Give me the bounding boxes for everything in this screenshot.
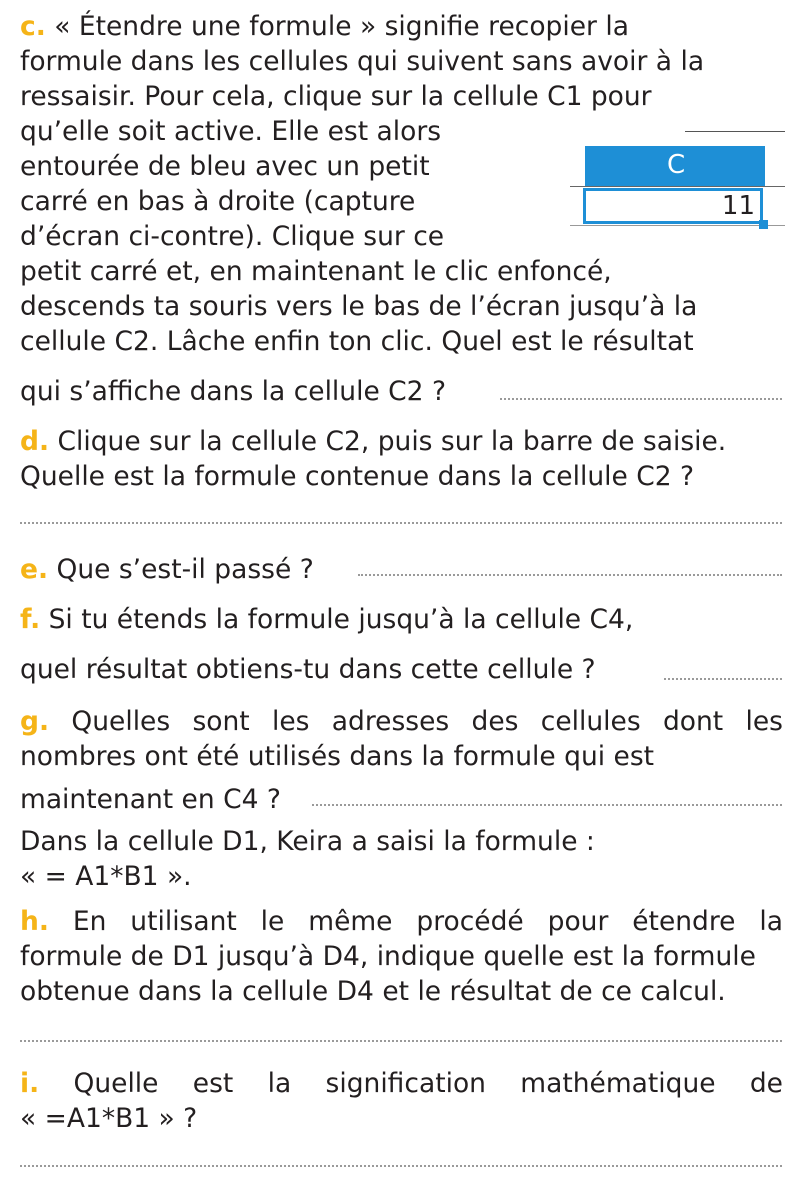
cell-value: 11 <box>721 191 755 221</box>
label-i: i. <box>20 1068 40 1099</box>
label-e: e. <box>20 554 49 585</box>
text-c-line-2: formule dans les cellules qui suivent sans avoir à la <box>20 46 705 77</box>
grid-line <box>570 225 785 226</box>
answer-line-h[interactable] <box>20 1040 782 1042</box>
label-c: c. <box>20 11 46 42</box>
label-d: d. <box>20 426 50 457</box>
text-g-line-2: nombres ont été utilisés dans la formule qui est <box>20 741 655 772</box>
answer-line-i[interactable] <box>20 1165 782 1167</box>
intro-line-2: « = A1*B1 ». <box>20 861 192 892</box>
answer-line-e[interactable] <box>358 574 782 576</box>
label-g: g. <box>20 706 50 737</box>
label-h: h. <box>20 906 49 937</box>
text-h-line-3: obtenue dans la cellule D4 et le résultat de ce calcul. <box>20 976 726 1007</box>
text-c-line-1: « Étendre une formule » signifie recopier la <box>54 11 629 42</box>
text-c-line-4: qu’elle soit active. Elle est alors <box>20 116 442 147</box>
fill-handle <box>759 220 768 229</box>
text-c-line-11: qui s’affiche dans la cellule C2 ? <box>20 376 447 407</box>
text-h-line-1: En utilisant le même procédé pour étendre la <box>72 906 783 937</box>
text-c-line-7: d’écran ci-contre). Clique sur ce <box>20 221 445 252</box>
answer-line-d[interactable] <box>20 522 782 524</box>
active-cell-c1 <box>583 188 763 224</box>
column-header-c <box>585 146 765 186</box>
text-i-line-2: « =A1*B1 » ? <box>20 1103 198 1134</box>
column-header-label: C <box>667 150 686 180</box>
grid-line <box>570 186 785 187</box>
text-c-line-8: petit carré et, en maintenant le clic enfoncé, <box>20 256 612 287</box>
answer-line-g[interactable] <box>312 804 782 806</box>
spreadsheet-screenshot <box>565 128 785 238</box>
text-f-line-2: quel résultat obtiens-tu dans cette cellule ? <box>20 654 596 685</box>
text-d-line-1: Clique sur la cellule C2, puis sur la barre de saisie. <box>57 426 727 457</box>
answer-line-c[interactable] <box>500 398 782 400</box>
text-c-line-3: ressaisir. Pour cela, clique sur la cellule C1 pour <box>20 81 652 112</box>
text-d-line-2: Quelle est la formule contenue dans la cellule C2 ? <box>20 461 695 492</box>
text-c-line-9: descends ta souris vers le bas de l’écran jusqu’à la <box>20 291 698 322</box>
text-i-line-1: Quelle est la signification mathématique de <box>73 1068 783 1099</box>
text-h-line-2: formule de D1 jusqu’à D4, indique quelle est la formule <box>20 941 756 972</box>
answer-line-f[interactable] <box>664 678 782 680</box>
text-e-line-1: Que s’est-il passé ? <box>56 554 314 585</box>
text-c-line-6: carré en bas à droite (capture <box>20 186 416 217</box>
text-f-line-1: Si tu étends la formule jusqu’à la cellule C4, <box>48 604 634 635</box>
text-g-line-1: Quelles sont les adresses des cellules dont les <box>71 706 783 737</box>
label-f: f. <box>20 604 41 635</box>
text-g-line-3: maintenant en C4 ? <box>20 784 281 815</box>
text-c-line-5: entourée de bleu avec un petit <box>20 151 430 182</box>
text-c-line-10: cellule C2. Lâche enfin ton clic. Quel est le résultat <box>20 326 694 357</box>
intro-line-1: Dans la cellule D1, Keira a saisi la formule : <box>20 826 595 857</box>
sheet-border-line <box>685 131 785 132</box>
